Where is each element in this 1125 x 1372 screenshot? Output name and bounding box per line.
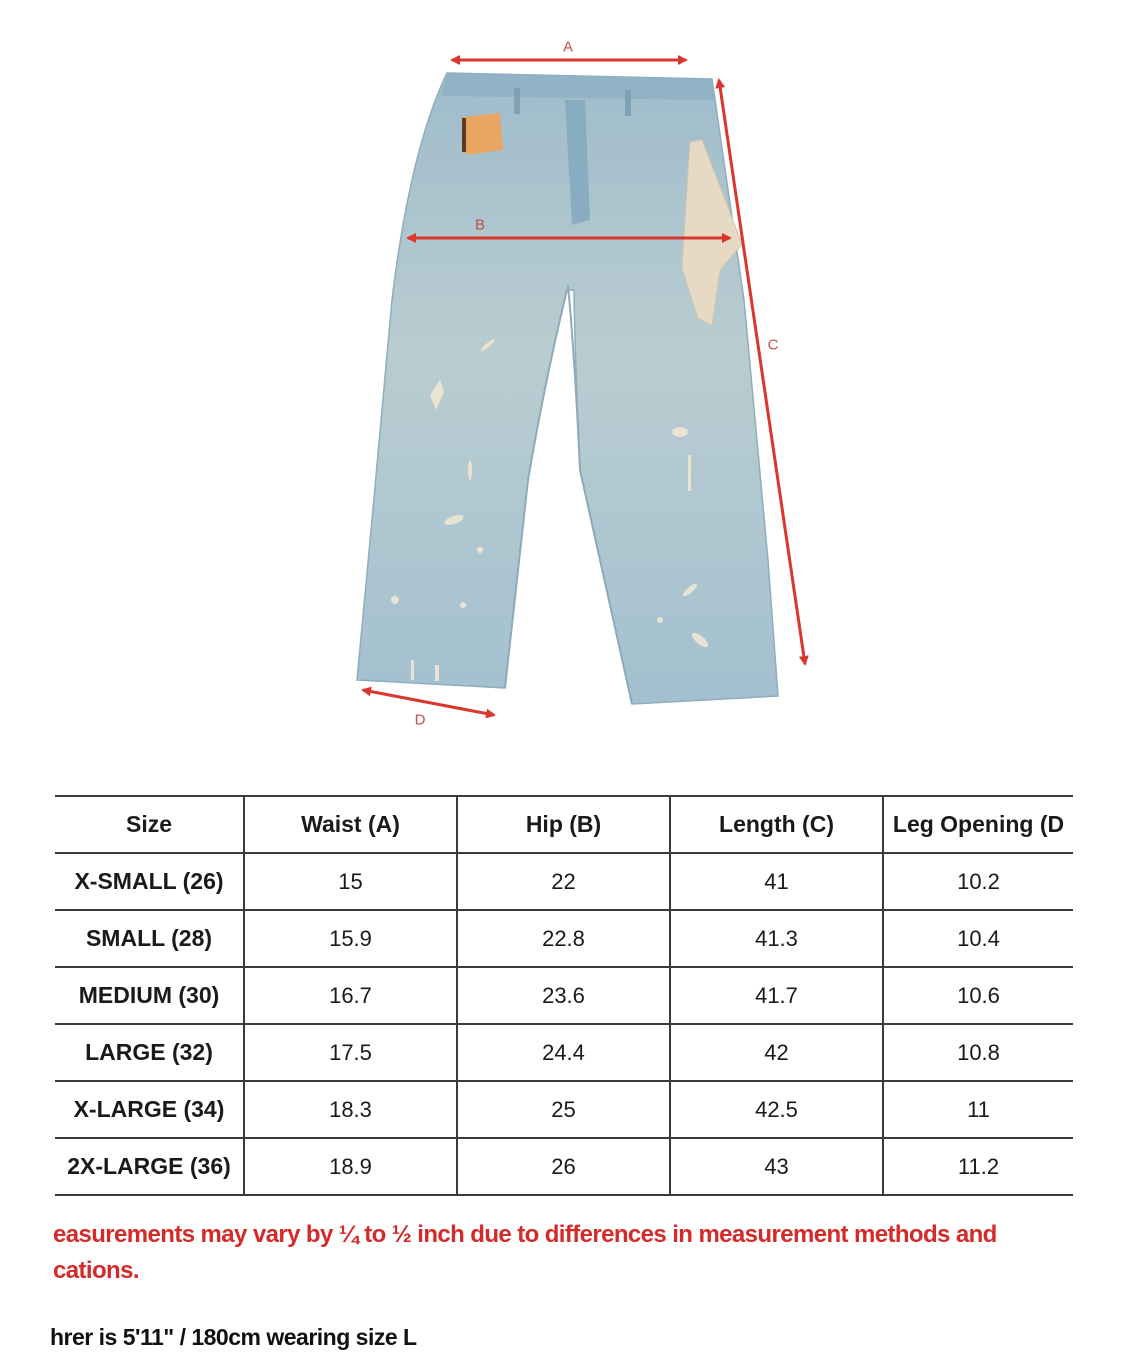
label-b: B xyxy=(474,216,486,234)
header-size: Size xyxy=(55,796,244,853)
waist-cell: 18.9 xyxy=(244,1138,457,1195)
table-header-row xyxy=(55,796,1073,853)
size-cell: 2X-LARGE (36) xyxy=(55,1138,244,1195)
header-length: Length (C) xyxy=(670,796,883,853)
hip-cell: 24.4 xyxy=(457,1024,670,1081)
length-cell: 41.3 xyxy=(670,910,883,967)
hip-cell: 22.8 xyxy=(457,910,670,967)
table-row xyxy=(55,910,1073,967)
table-row xyxy=(55,967,1073,1024)
length-cell: 43 xyxy=(670,1138,883,1195)
leg-opening-cell: 10.2 xyxy=(883,853,1073,910)
table-row xyxy=(55,1081,1073,1138)
length-cell: 42.5 xyxy=(670,1081,883,1138)
waist-cell: 18.3 xyxy=(244,1081,457,1138)
waist-cell: 15 xyxy=(244,853,457,910)
length-cell: 42 xyxy=(670,1024,883,1081)
leg-opening-cell: 10.6 xyxy=(883,967,1073,1024)
table-row xyxy=(55,853,1073,910)
size-cell: X-SMALL (26) xyxy=(55,853,244,910)
model-size-info: hrer is 5'11" / 180cm wearing size L xyxy=(50,1324,417,1350)
hip-cell: 23.6 xyxy=(457,967,670,1024)
header-hip: Hip (B) xyxy=(457,796,670,853)
arrow-d-leg-opening xyxy=(363,690,494,715)
length-cell: 41 xyxy=(670,853,883,910)
table-row xyxy=(55,1024,1073,1081)
jeans-shape xyxy=(357,73,778,704)
header-waist: Waist (A) xyxy=(244,796,457,853)
leg-opening-cell: 10.8 xyxy=(883,1024,1073,1081)
hip-cell: 26 xyxy=(457,1138,670,1195)
leg-opening-cell: 11.2 xyxy=(883,1138,1073,1195)
leg-opening-cell: 10.4 xyxy=(883,910,1073,967)
size-cell: MEDIUM (30) xyxy=(55,967,244,1024)
table-row xyxy=(55,1138,1073,1195)
size-chart-table xyxy=(55,795,1073,1196)
size-cell: LARGE (32) xyxy=(55,1024,244,1081)
label-c: C xyxy=(767,336,779,354)
length-cell: 41.7 xyxy=(670,967,883,1024)
hip-cell: 22 xyxy=(457,853,670,910)
waist-cell: 15.9 xyxy=(244,910,457,967)
label-d: D xyxy=(414,711,426,729)
measurement-disclaimer-line2: cations. xyxy=(53,1257,139,1284)
size-cell: X-LARGE (34) xyxy=(55,1081,244,1138)
hip-cell: 25 xyxy=(457,1081,670,1138)
label-a: A xyxy=(562,38,574,56)
measurement-disclaimer-line1: easurements may vary by ¼ to ½ inch due to differences in measurement methods and xyxy=(53,1221,997,1248)
waist-cell: 17.5 xyxy=(244,1024,457,1081)
waist-cell: 16.7 xyxy=(244,967,457,1024)
leg-opening-cell: 11 xyxy=(883,1081,1073,1138)
header-leg-opening: Leg Opening (D xyxy=(883,796,1073,853)
size-cell: SMALL (28) xyxy=(55,910,244,967)
